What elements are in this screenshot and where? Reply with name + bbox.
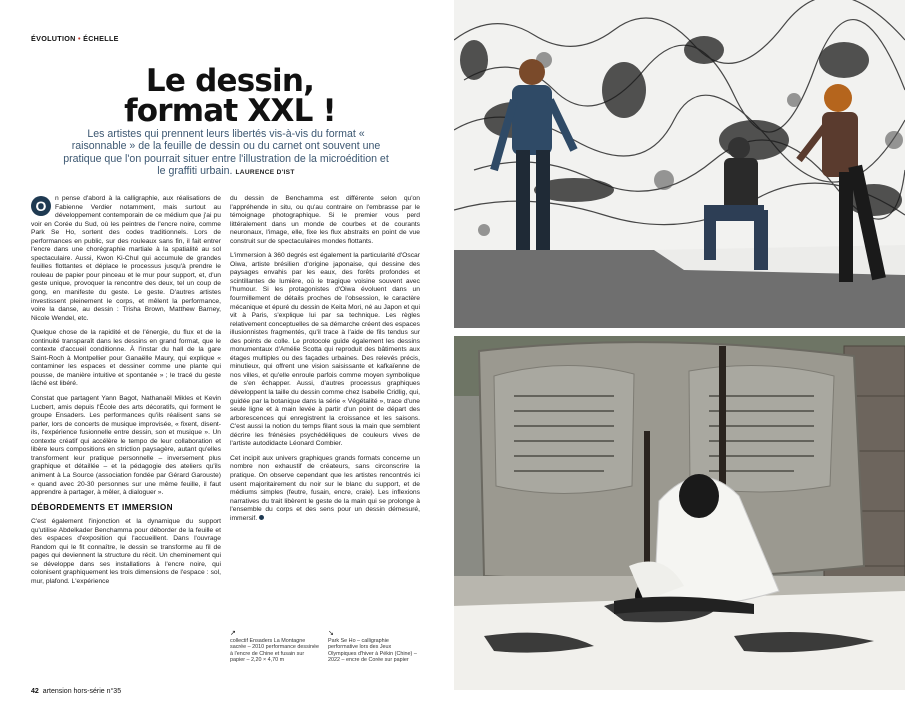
end-mark-icon	[259, 515, 264, 520]
body-column-1	[31, 195, 221, 593]
caption-text: Park Se Ho – calligraphie performative lors des Jeux Olympiques d'hiver à Pékin (Chine) – 2022 – encre de Corée sur papier	[328, 638, 417, 664]
body-paragraph: Quelque chose de la rapidité et de l'énergie, du flux et de la continuité transparaît dans les dessins en grand format, que le contexte d'accueil conditionne. À l'instar du hall de la gare Saint-Roch à Montpellier pour Ganaëlle Maury, qui explique « contaminer les espaces et dessiner comme une plante qui pousse, de manière intuitive et spontanée » ; le tracé du geste lâché est libéré.	[31, 329, 221, 388]
lede-text: Les artistes qui prennent leurs libertés vis-à-vis du format « raisonnable » de la feuille de dessin ou du carnet ont souvent une pratique que l'on pourrait situer entre l'illustration de la microédition et le graffiti urbain.	[63, 128, 389, 178]
arrow-down-right-icon: ↘	[328, 630, 334, 637]
photo-ensaders-performance	[454, 0, 905, 328]
body-paragraph	[230, 455, 420, 523]
body-column-2	[230, 195, 420, 529]
body-paragraph: C'est également l'injonction et la dynamique du support qu'utilise Abdelkader Benchamma pour déborder de la feuille et des espaces d'exposition qui l'accueillent. Dans l'ouvrage Random qui le fit connaître, le dessin se transforme au fil de pages qui deviennent la structure du récit. Un cheminement qui se développe dans ses installations à l'encre noire, qui colonisent graphiquement les trois dimensions de l'espace : sol, mur, plafond. L'expérience	[31, 518, 221, 585]
section-rubric	[31, 34, 119, 43]
body-paragraph: L'immersion à 360 degrés est également la particularité d'Oscar Oiwa, artiste brésilien d'origine japonaise, qui dessine des paysages envahis par les eaux, des forêts profondes et scintillantes de lumière, où le tragique voisine souvent avec l'humour. Si les protagonistes d'Oiwa évoluent dans un fourmillement de détails proches de l'obsession, le caractère mécanique et épuré du dessin de Keita Mori, né au Japon et qui vit à Paris, s'explique lui par sa technique. Les règles relativement conceptuelles de sa démarche créent des espaces illusionnistes fragmentés, qu'il trace à l'aide de fils tendus sur des points de colle. Le protocole guide également les dessins monumentaux d'Amélie Scotta qui reproduit des bâtiments aux étages multiples ou des façades urbaines. Des relevés précis, minutieux, qui offrent une vision saisissante et kafkaïenne de nos villes, et qu'elle enroule parfois comme moyen symbolique de s'en échapper. Aussi, d'autres processus graphiques développent la taille du dessin comme chez Isabelle Cridlig, qui, guidée par la botanique dans la série « Végétalité », trace d'une seule ligne et à main levée à partir d'un point de départ des arborescences qui enregistrent la croissance et les saisons. C'est aussi la notion du temps filant sous la main que semblent décrire les frénésies psychédéliques de couleurs vives de l'artiste autodidacte Léonard Combier.	[230, 252, 420, 448]
rubric-subsection: ÉCHELLE	[83, 34, 119, 43]
paragraph-text: Cet incipit aux univers graphiques grands formats concerne un nombre non exhaustif de créateurs, sans circonscrire la pratique. On observe cependant que les artistes rencontrés ici usent majoritairement du noir sur le blanc du support, et de médiums simples (feutre, fusain, encre, craie). Les inflexions narratives du trait libèrent le geste de la main qui se prolonge à l'ensemble du corps et des sens pour un dessin démesuré, immersif.	[230, 454, 420, 522]
dropcap: O	[31, 196, 51, 216]
photo-caption-2	[328, 630, 418, 664]
left-page	[0, 0, 452, 706]
section-subhead: DÉBORDEMENTS ET IMMERSION	[31, 502, 173, 512]
body-paragraph: Constat que partagent Yann Bagot, Nathanaël Mikles et Kevin Lucbert, amis depuis l'École des arts décoratifs, qui forment le groupe Ensaders. Les performances qu'ils réalisent sans se parler, lors de concerts de musique improvisée, « fixent, disent-ils, l'expérience fusionnelle entre dessin, son et musique ». Un contexte créatif qui accélère le tempo de leur collaboration et libère leurs compositions en striction paysagère, autant qu'elles transforment leur pratique personnelle – inversement plus graphique et détaillée – et la pédagogie des ateliers qu'ils animent à La Source (association fondée par Gérard Garouste) « quand avec 20-30 personnes sur une même feuille, il faut apprendre à partager, à mêler, à dialoguer ».	[31, 395, 221, 497]
paragraph-text: n pense d'abord à la calligraphie, aux réalisations de Fabienne Verdier notamment, mais surtout au développement contemporain de ce médium que j'ai pu voir en Corée du Sud, où les peintres de l'encre noire, comme Park Se Ho, sortent des codes traditionnels. Lors de performances en public, sur des rouleaux sans fin, il fait entrer l'encre dans une chorégraphie martiale à la spatialité au sol spectaculaire. Aussi, Kwon Ki-Chul qui accumule de grandes feuilles flottantes et déplace le processus jusqu'à prendre le rouleau de papier pour pinceau et le mur pour support, et, d'un geste unique, provoquer la rencontre des deux, tel un coup de gong, en manifeste du geste. Le geste. D'autres artistes investissent pleinement le corps, et mêlent la performance, voire la danse, au dessin : Trisha Brown, Matthew Barney, Nicole Wendel, etc.	[31, 195, 221, 322]
article-title-line-1: Le dessin,	[145, 63, 315, 99]
article-author: LAURENCE D'IST	[235, 169, 295, 177]
magazine-name: artension hors-série n°35	[42, 688, 122, 695]
photo-caption-1	[230, 630, 320, 664]
article-title-line-2: format XXL !	[124, 93, 336, 129]
article-lede	[60, 128, 392, 180]
caption-text: collectif Ensaders La Montagne sacrée – 2010 performance dessinée à l'encre de Chine et fusain sur papier – 2,20 × 4,70 m	[230, 638, 320, 664]
page-folio	[31, 688, 121, 695]
body-paragraph: du dessin de Benchamma est différente selon qu'on l'appréhende in situ, ou qu'au contraire on l'embrasse par le témoignage photographique. Si le premier vous perd littéralement dans un monde de courbes et de courants neuronaux, l'image, elle, fixe les flux abstraits en point de vue construit sur de spectaculaires mondes flottants.	[230, 195, 420, 245]
right-page	[452, 0, 905, 706]
rubric-separator: •	[77, 34, 81, 43]
photo-park-se-ho-performance	[454, 336, 905, 690]
body-paragraph	[31, 195, 221, 323]
arrow-up-right-icon: ↗	[230, 630, 236, 637]
rubric-section: ÉVOLUTION	[31, 34, 76, 43]
page-number: 42	[31, 688, 39, 695]
